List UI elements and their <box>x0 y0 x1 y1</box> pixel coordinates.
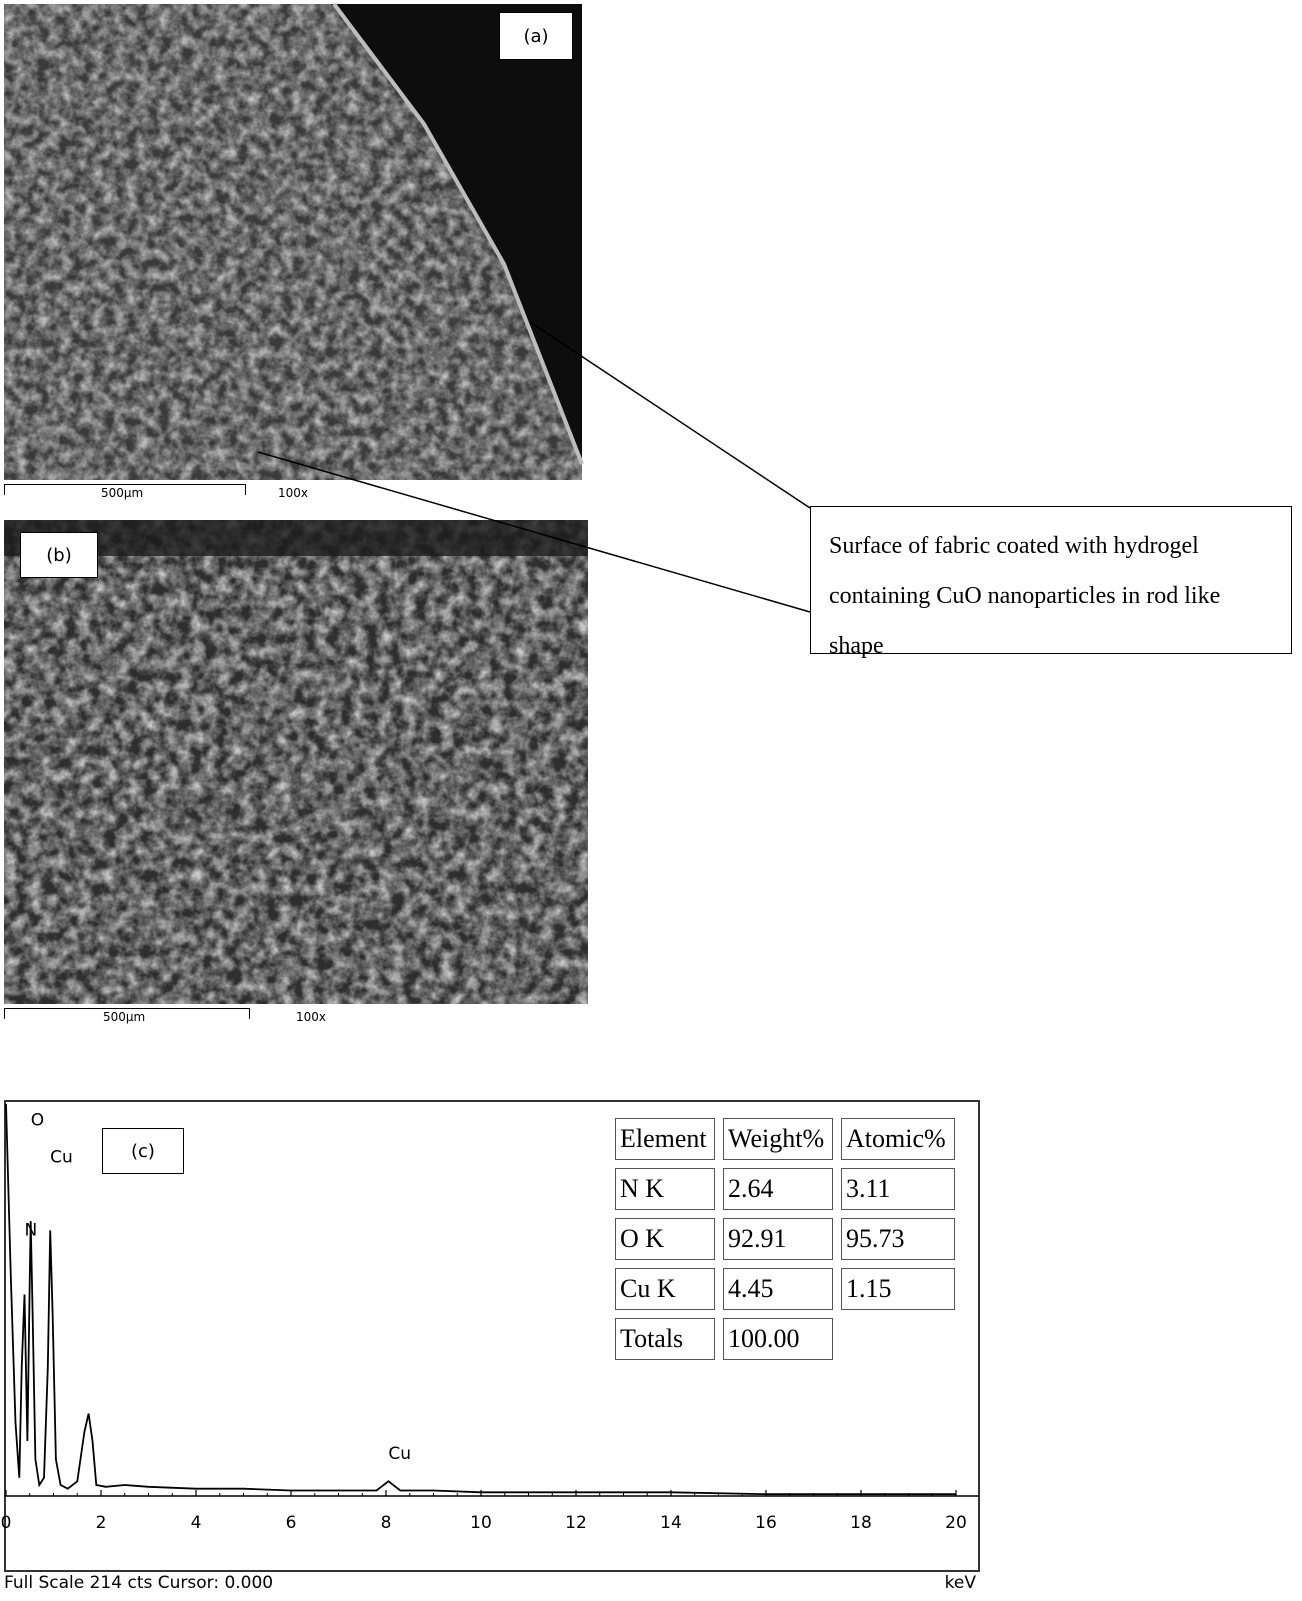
leader-line-edge <box>530 322 810 508</box>
eds-peak-label: Cu <box>50 1147 73 1168</box>
eds-x-tick-label: 10 <box>470 1513 492 1533</box>
eds-x-tick-label: 16 <box>755 1513 777 1533</box>
eds-peak-label: O <box>30 1110 45 1131</box>
eds-footer: Full Scale 214 cts Cursor: 0.000 <box>4 1573 274 1593</box>
eds-x-tick-label: 14 <box>660 1513 682 1533</box>
eds-table-row <box>615 1168 955 1210</box>
callout-box <box>810 506 1292 659</box>
eds-cell-empty <box>841 1318 955 1360</box>
eds-header-cell: Atomic% <box>841 1118 955 1160</box>
eds-cell-element: O K <box>615 1218 715 1260</box>
eds-cell-weight: 92.91 <box>723 1218 833 1260</box>
eds-cell-weight: 4.45 <box>723 1268 833 1310</box>
eds-cell-weight: 2.64 <box>723 1168 833 1210</box>
callout-text: Surface of fabric coated with hydrogel containing CuO nanoparticles in rod like shape <box>829 533 1221 659</box>
eds-cell-totals-value: 100.00 <box>723 1318 833 1360</box>
eds-cell-element: Cu K <box>615 1268 715 1310</box>
eds-cell-atomic: 95.73 <box>841 1218 955 1260</box>
panel-label-c: (c) <box>102 1128 184 1174</box>
eds-x-tick-label: 8 <box>380 1513 392 1533</box>
eds-cell-element: N K <box>615 1168 715 1210</box>
eds-peak-label: N <box>24 1220 38 1241</box>
eds-table-row <box>615 1268 955 1310</box>
scale-text-b: 500µm <box>103 1010 146 1024</box>
eds-x-tick-label: 18 <box>850 1513 872 1533</box>
eds-table-totals <box>615 1318 955 1360</box>
panel-label-a: (a) <box>499 12 573 60</box>
panel-label-b: (b) <box>20 532 98 578</box>
eds-table-header <box>615 1118 955 1160</box>
leader-line-surface <box>258 452 810 612</box>
eds-x-tick-label: 6 <box>285 1513 297 1533</box>
eds-table-row <box>615 1218 955 1260</box>
magnification-a: 100x <box>278 486 309 500</box>
eds-cell-atomic: 3.11 <box>841 1168 955 1210</box>
eds-x-tick-label: 12 <box>565 1513 587 1533</box>
eds-x-tick-label: 4 <box>190 1513 202 1533</box>
eds-header-cell: Element <box>615 1118 715 1160</box>
eds-composition-table <box>607 1110 963 1368</box>
eds-x-tick-label: 2 <box>95 1513 107 1533</box>
eds-cell-atomic: 1.15 <box>841 1268 955 1310</box>
magnification-b: 100x <box>296 1010 327 1024</box>
eds-x-axis-label: keV <box>944 1573 976 1593</box>
eds-header-cell: Weight% <box>723 1118 833 1160</box>
eds-cell-totals-label: Totals <box>615 1318 715 1360</box>
eds-x-tick-label: 0 <box>0 1513 12 1533</box>
eds-peak-label: Cu <box>388 1444 412 1465</box>
scale-text-a: 500µm <box>101 486 144 500</box>
eds-x-tick-label: 20 <box>945 1513 967 1533</box>
